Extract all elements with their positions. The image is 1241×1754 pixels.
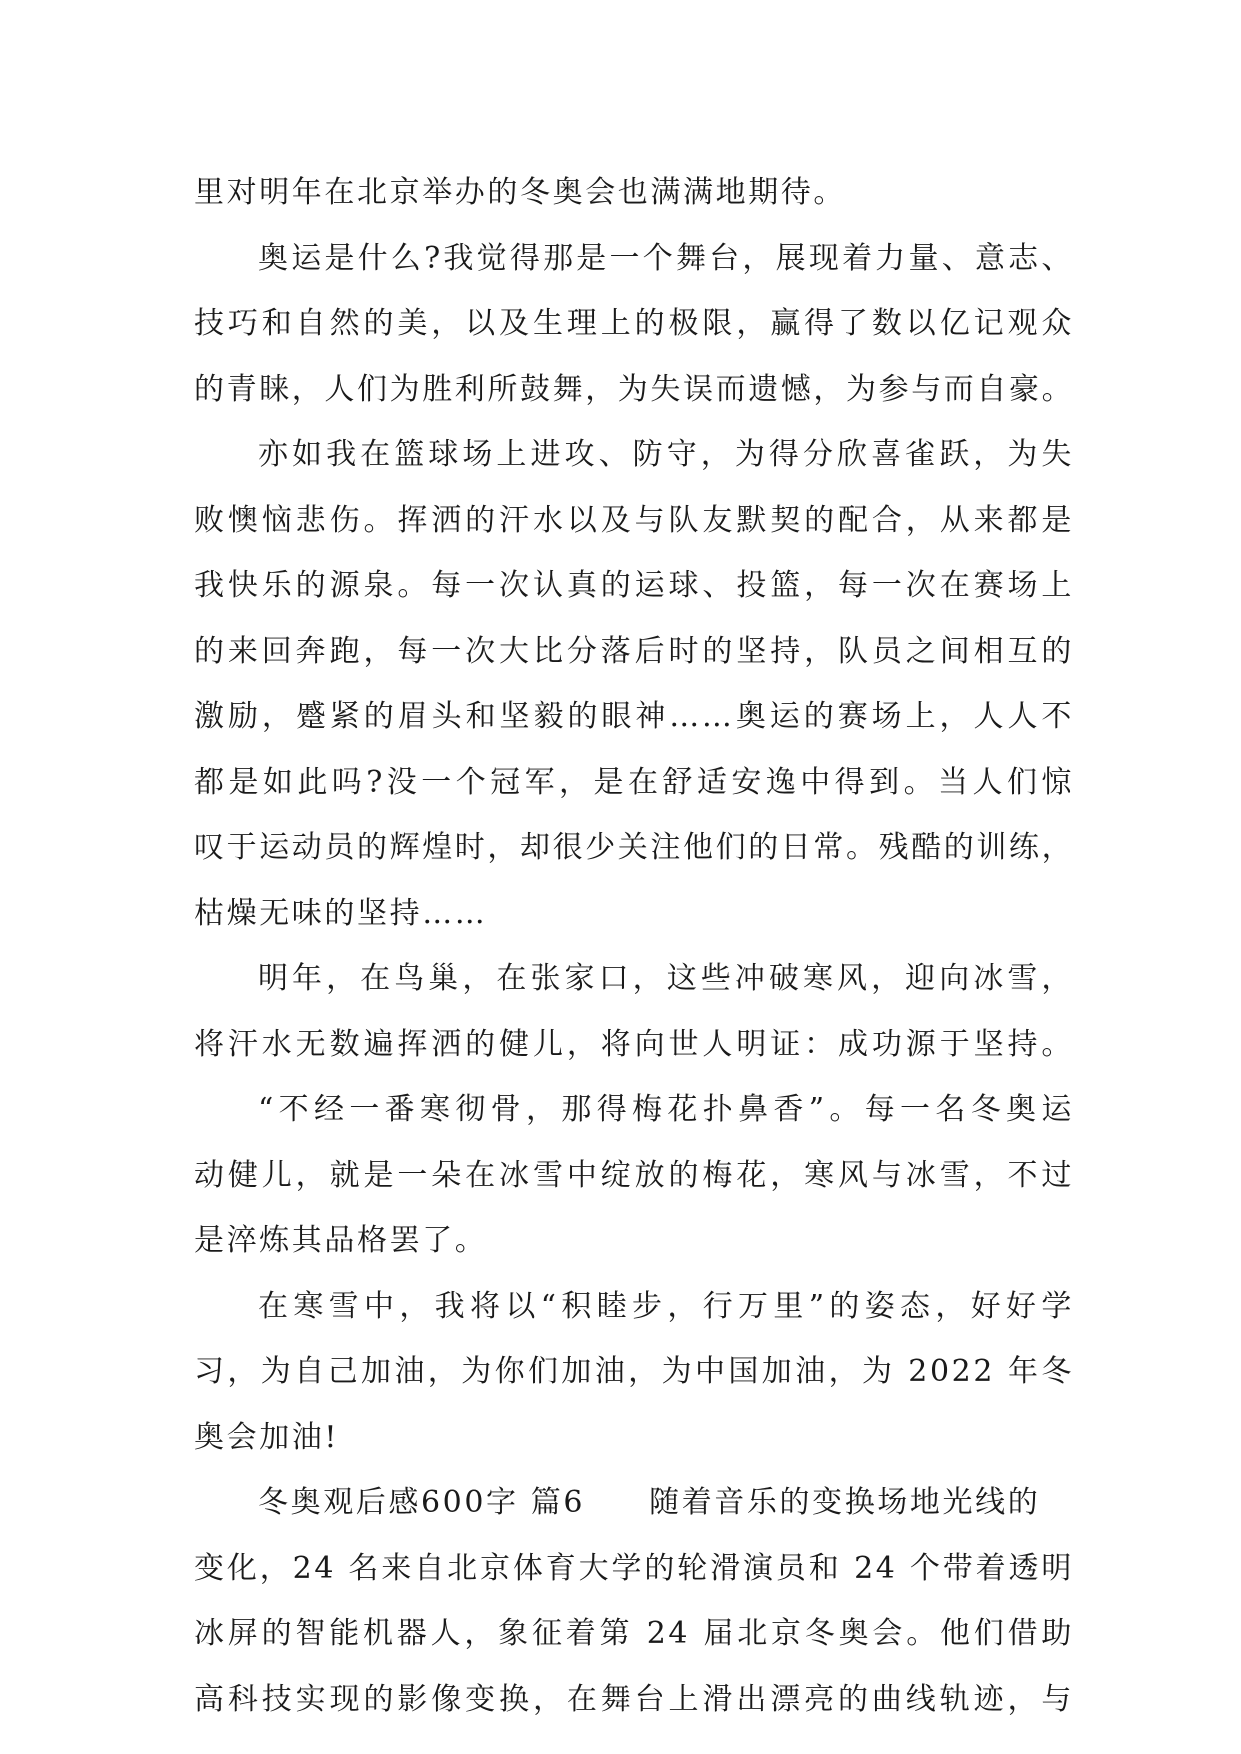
text-line: 枯燥无味的坚持…… — [194, 895, 488, 931]
text-line: 动健儿，就是一朵在冰雪中绽放的梅花，寒风与冰雪，不过 — [194, 1157, 1074, 1193]
text-line: 的来回奔跑，每一次大比分落后时的坚持，队员之间相互的 — [194, 633, 1074, 669]
text-line: 变化，24 名来自北京体育大学的轮滑演员和 24 个带着透明 — [194, 1550, 1074, 1586]
text-line: 都是如此吗?没一个冠军，是在舒适安逸中得到。当人们惊 — [194, 764, 1074, 800]
text-line: 里对明年在北京举办的冬奥会也满满地期待。 — [194, 175, 846, 210]
text-line: 的青睐，人们为胜利所鼓舞，为失误而遗憾，为参与而自豪。 — [194, 371, 1075, 407]
text-line: 将汗水无数遍挥洒的健儿，将向世人明证：成功源于坚持。 — [194, 1026, 1074, 1062]
paragraph-start-line: 明年，在鸟巢，在张家口，这些冲破寒风，迎向冰雪， — [258, 961, 1074, 996]
paragraph-start-line: 在寒雪中，我将以“积睦步，行万里”的姿态，好好学 — [258, 1288, 1074, 1324]
section-heading-line — [194, 1470, 1074, 1536]
text-line: 我快乐的源泉。每一次认真的运球、投篮，每一次在赛场上 — [194, 568, 1074, 603]
text-line: 叹于运动员的辉煌时，却很少关注他们的日常。残酷的训练， — [194, 830, 1075, 865]
text-line: 高科技实现的影像变换，在舞台上滑出漂亮的曲线轨迹，与 — [194, 1681, 1074, 1717]
text-line: 是淬炼其品格罢了。 — [194, 1223, 488, 1258]
document-body — [194, 160, 1074, 1732]
text-line: 习，为自己加油，为你们加油，为中国加油，为 2022 年冬 — [194, 1354, 1074, 1389]
text-line: 冰屏的智能机器人，象征着第 24 届北京冬奥会。他们借助 — [194, 1616, 1074, 1651]
text-line: 奥会加油! — [194, 1419, 340, 1455]
section-heading: 冬奥观后感600字 篇6 — [258, 1485, 586, 1520]
text-line: 败懊恼悲伤。挥洒的汗水以及与队友默契的配合，从来都是 — [194, 502, 1074, 538]
paragraph-start-line: “不经一番寒彻骨，那得梅花扑鼻香”。每一名冬奥运 — [258, 1092, 1074, 1127]
paragraph-start-line: 亦如我在篮球场上进攻、防守，为得分欣喜雀跃，为失 — [258, 437, 1074, 472]
text-line: 技巧和自然的美，以及生理上的极限，赢得了数以亿记观众 — [194, 306, 1074, 341]
paragraph-start-line: 奥运是什么?我觉得那是一个舞台，展现着力量、意志、 — [258, 240, 1074, 276]
section-first-sentence: 随着音乐的变换场地光线的 — [649, 1485, 1041, 1520]
text-line: 激励，蹙紧的眉头和坚毅的眼神……奥运的赛场上，人人不 — [194, 699, 1074, 734]
